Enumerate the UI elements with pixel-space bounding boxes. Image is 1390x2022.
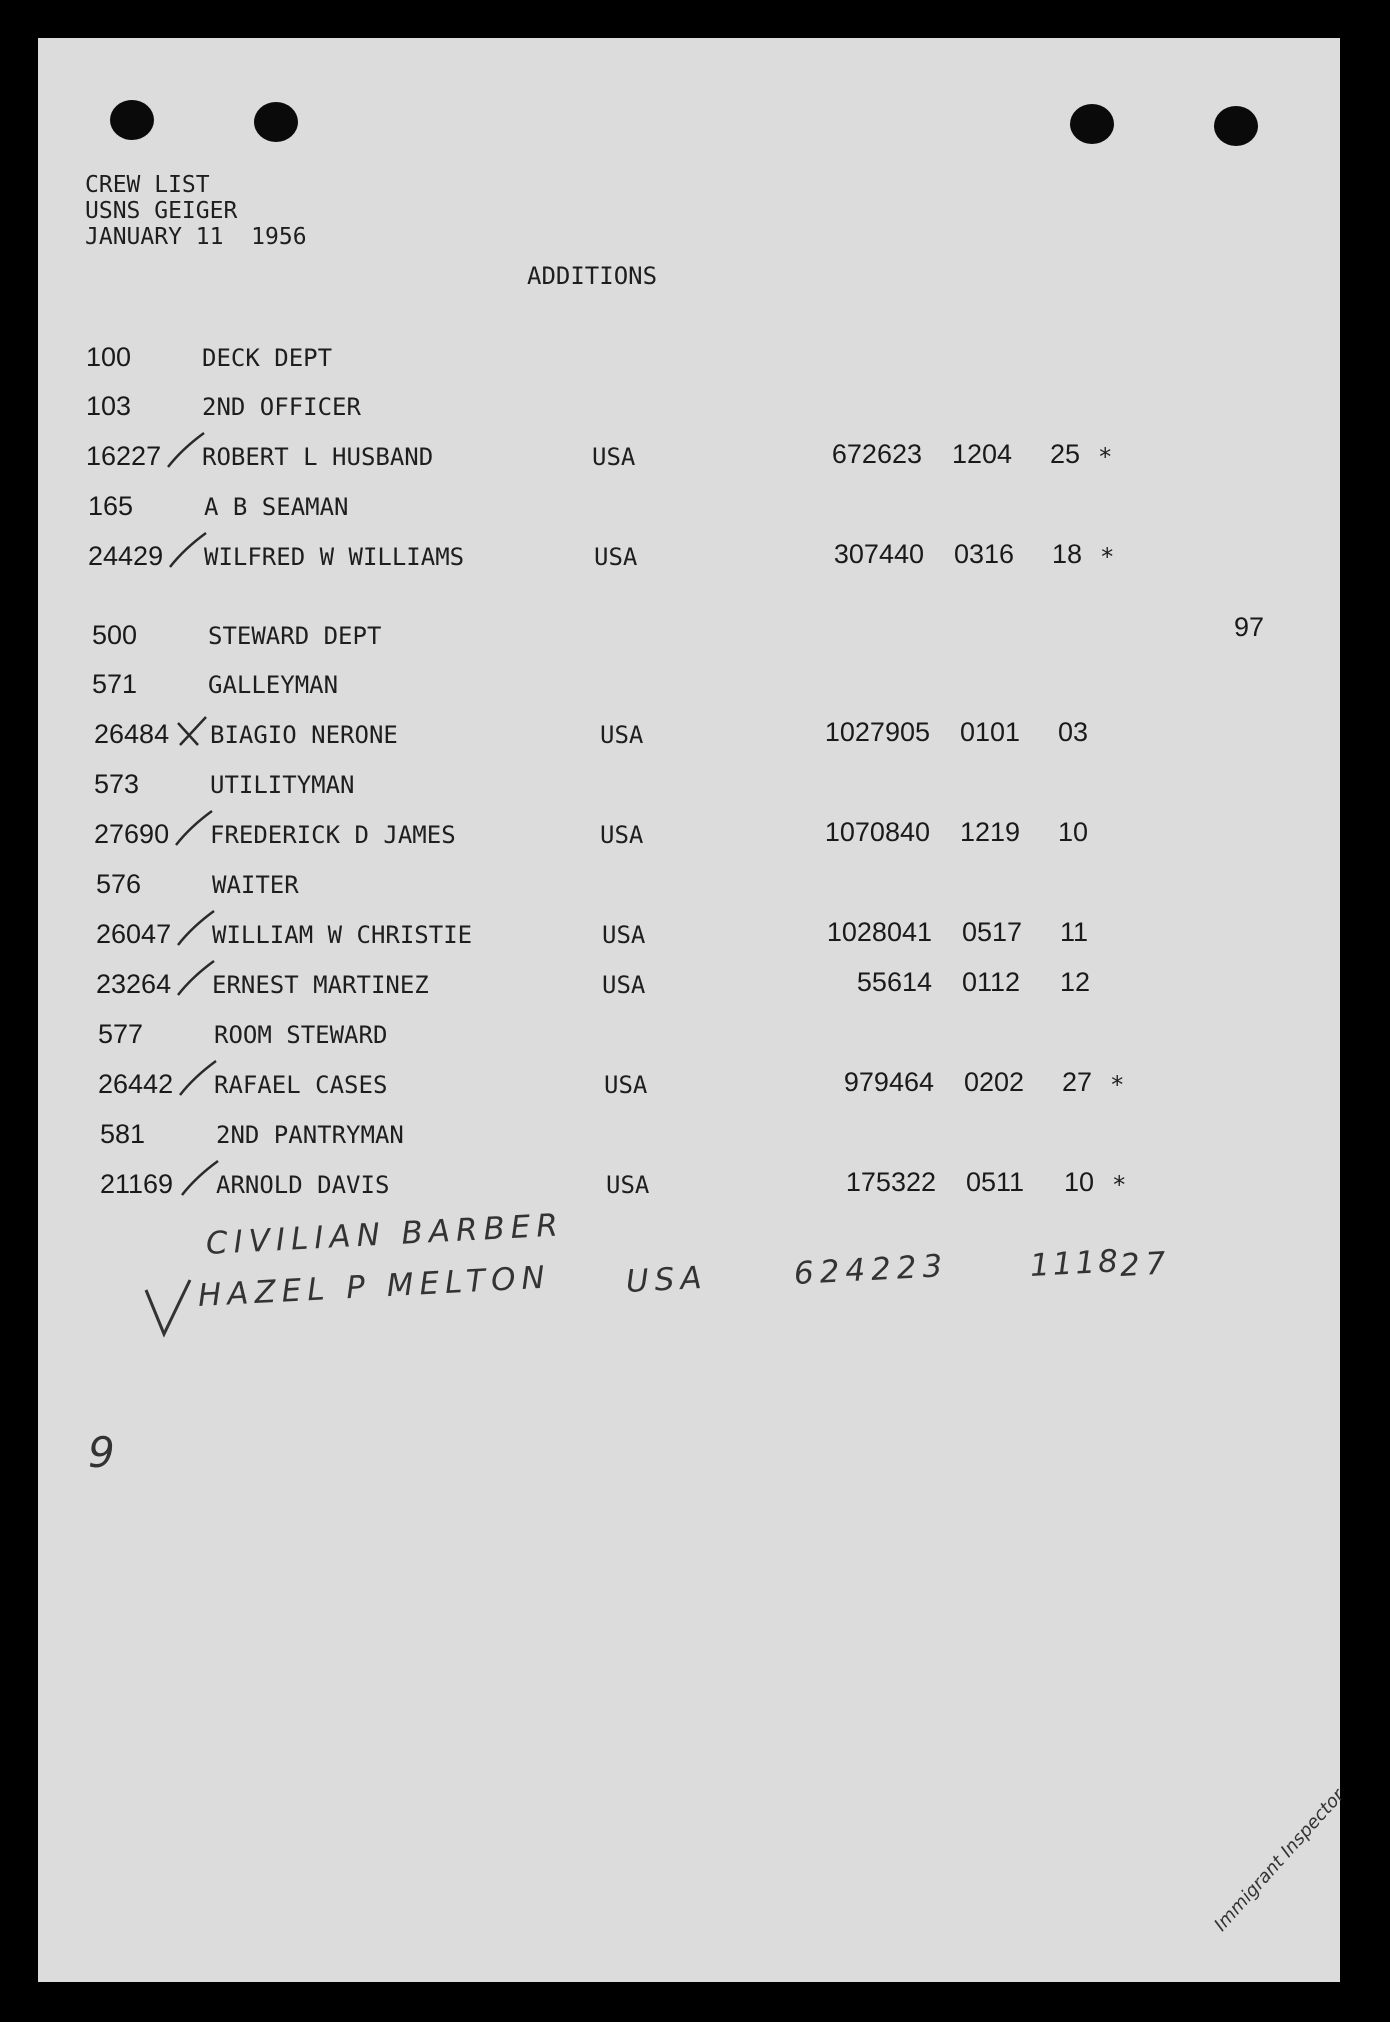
row-star: * xyxy=(1098,443,1113,471)
row-age: 10 xyxy=(1058,817,1089,847)
row-document-number: 1028041 xyxy=(826,917,932,947)
inspector-signature: Immigrant Inspector xyxy=(1210,1785,1349,1936)
row-age: 25 xyxy=(1050,439,1081,469)
punch-hole xyxy=(1070,104,1114,144)
crew-row xyxy=(38,715,1340,755)
crew-row xyxy=(38,537,1340,577)
row-label: STEWARD DEPT xyxy=(208,622,382,650)
row-document-number: 175322 xyxy=(845,1167,936,1197)
row-label: GALLEYMAN xyxy=(208,671,339,699)
crew-row xyxy=(38,815,1340,855)
row-code: 576 xyxy=(96,869,142,899)
row-nationality: USA xyxy=(602,921,646,949)
crew-row xyxy=(38,1165,1340,1205)
row-star: * xyxy=(1100,543,1115,571)
rating-row xyxy=(38,1015,1340,1055)
crew-row xyxy=(38,915,1340,955)
header-ship: USNS GEIGER xyxy=(85,198,238,224)
row-age: 27 xyxy=(1062,1067,1093,1097)
row-code: 577 xyxy=(98,1019,144,1049)
row-label: 2ND OFFICER xyxy=(202,393,361,421)
rating-row xyxy=(38,387,1340,427)
rating-row xyxy=(38,1115,1340,1155)
check-mark-icon xyxy=(170,805,216,849)
row-date: 0202 xyxy=(964,1067,1025,1097)
row-nationality: USA xyxy=(600,721,644,749)
row-nationality: USA xyxy=(604,1071,648,1099)
row-label: BIAGIO NERONE xyxy=(210,721,398,749)
row-label: 2ND PANTRYMAN xyxy=(216,1121,404,1149)
department-row xyxy=(38,338,1340,378)
handwritten-nation: USA xyxy=(625,1259,709,1300)
row-label: WILLIAM W CHRISTIE xyxy=(212,921,473,949)
handwritten-date: 1118 xyxy=(1029,1243,1122,1284)
row-label: WILFRED W WILLIAMS xyxy=(204,543,465,571)
punch-hole xyxy=(1214,106,1258,146)
row-date: 0101 xyxy=(960,717,1021,747)
row-code: 26047 xyxy=(96,919,172,949)
row-code: 21169 xyxy=(100,1169,174,1199)
punch-hole xyxy=(110,100,154,140)
row-nationality: USA xyxy=(602,971,646,999)
row-code: 24429 xyxy=(88,541,164,571)
row-label: A B SEAMAN xyxy=(204,493,349,521)
row-code: 165 xyxy=(88,491,134,521)
row-age: 03 xyxy=(1058,717,1089,747)
rating-row xyxy=(38,765,1340,805)
row-label: WAITER xyxy=(212,871,299,899)
row-nationality: USA xyxy=(592,443,636,471)
row-label: ROOM STEWARD xyxy=(214,1021,388,1049)
row-code: 500 xyxy=(92,620,138,650)
punch-hole xyxy=(254,102,298,142)
department-row xyxy=(38,616,1340,656)
row-age: 12 xyxy=(1060,967,1091,997)
check-mark-icon xyxy=(164,527,210,571)
row-age: 11 xyxy=(1060,917,1089,947)
row-document-number: 307440 xyxy=(833,539,924,569)
row-document-number: 672623 xyxy=(831,439,922,469)
row-label: ERNEST MARTINEZ xyxy=(212,971,429,999)
row-code: 100 xyxy=(86,342,132,372)
rating-row xyxy=(38,665,1340,705)
row-code: 26484 xyxy=(94,719,170,749)
row-code: 23264 xyxy=(96,969,172,999)
row-code: 571 xyxy=(92,669,138,699)
row-date: 1204 xyxy=(952,439,1013,469)
row-document-number: 979464 xyxy=(843,1067,934,1097)
row-nationality: USA xyxy=(606,1171,650,1199)
handwritten-rating: CIVILIAN BARBER xyxy=(205,1207,565,1262)
row-star: * xyxy=(1112,1171,1127,1199)
row-date: 0511 xyxy=(966,1167,1025,1197)
row-star: * xyxy=(1110,1071,1125,1099)
handwritten-number: 624223 xyxy=(793,1247,950,1292)
row-document-number: 55614 xyxy=(856,967,932,997)
rating-row xyxy=(38,865,1340,905)
row-date: 0112 xyxy=(962,967,1021,997)
row-code: 581 xyxy=(100,1119,146,1149)
margin-note: 9 xyxy=(88,1428,121,1477)
row-nationality: USA xyxy=(594,543,638,571)
check-mark-icon xyxy=(170,705,216,749)
row-label: UTILITYMAN xyxy=(210,771,355,799)
row-age: 18 xyxy=(1052,539,1083,569)
handwritten-name: HAZEL P MELTON xyxy=(197,1259,552,1314)
row-code: 103 xyxy=(86,391,132,421)
check-mark-icon xyxy=(172,955,218,999)
check-mark-icon xyxy=(174,1055,220,1099)
rating-row xyxy=(38,487,1340,527)
row-label: ROBERT L HUSBAND xyxy=(202,443,434,471)
handwritten-age: 27 xyxy=(1119,1245,1173,1284)
header-title: CREW LIST xyxy=(85,172,210,198)
row-label: FREDERICK D JAMES xyxy=(210,821,456,849)
row-code: 26442 xyxy=(98,1069,174,1099)
row-code: 16227 xyxy=(86,441,162,471)
header-date: JANUARY 11 1956 xyxy=(85,224,307,250)
crew-row xyxy=(38,965,1340,1005)
page-number: 97 xyxy=(1234,612,1265,642)
row-document-number: 1027905 xyxy=(824,717,930,747)
row-code: 27690 xyxy=(94,819,170,849)
row-label: DECK DEPT xyxy=(202,344,333,372)
crew-row xyxy=(38,1065,1340,1105)
check-mark-icon xyxy=(162,427,208,471)
row-nationality: USA xyxy=(600,821,644,849)
row-date: 1219 xyxy=(960,817,1021,847)
row-label: ARNOLD DAVIS xyxy=(216,1171,390,1199)
row-label: RAFAEL CASES xyxy=(214,1071,388,1099)
row-code: 573 xyxy=(94,769,140,799)
row-date: 0316 xyxy=(954,539,1015,569)
handwritten-check-icon xyxy=(142,1278,192,1338)
row-age: 10 xyxy=(1064,1167,1095,1197)
check-mark-icon xyxy=(176,1155,222,1199)
check-mark-icon xyxy=(172,905,218,949)
row-date: 0517 xyxy=(962,917,1023,947)
crew-row xyxy=(38,437,1340,477)
row-document-number: 1070840 xyxy=(824,817,930,847)
crew-list-page xyxy=(38,38,1349,1982)
section-title: ADDITIONS xyxy=(527,262,658,290)
